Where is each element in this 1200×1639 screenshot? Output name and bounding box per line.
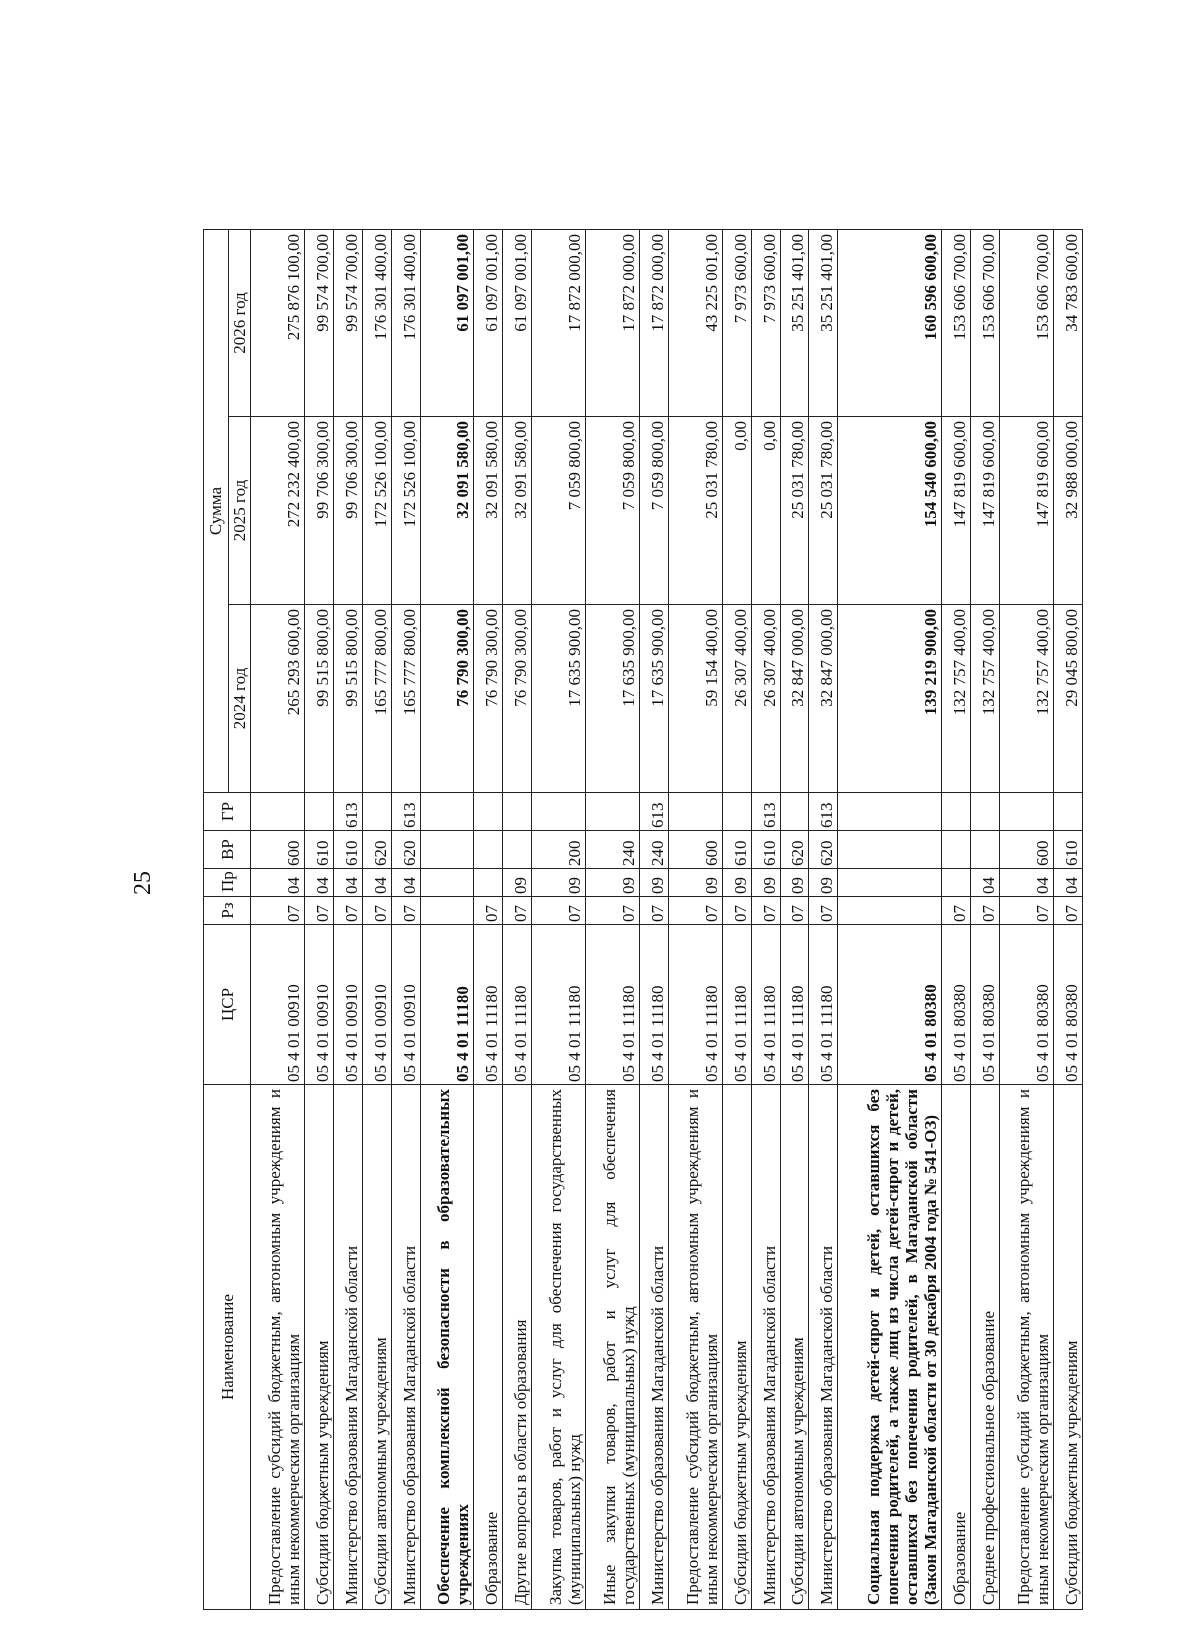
cell-rz: 07 [474, 897, 503, 925]
cell-name: Предоставление субсидий бюджетным, автономным учреждениям и иным некоммерческим организациям [1000, 1085, 1054, 1610]
cell-gr [1053, 793, 1082, 831]
cell-2024: 29 045 800,00 [1053, 605, 1082, 793]
cell-name: Министерство образования Магаданской области [809, 1085, 838, 1610]
cell-2026: 7 973 600,00 [751, 230, 780, 417]
table-row [722, 230, 751, 1610]
cell-rz: 07 [251, 897, 305, 925]
cell-2026: 43 225 001,00 [668, 230, 722, 417]
cell-2024: 265 293 600,00 [251, 605, 305, 793]
cell-pr: 04 [304, 869, 333, 897]
cell-name: Министерство образования Магаданской области [333, 1085, 362, 1610]
cell-rz: 07 [639, 897, 668, 925]
cell-pr: 09 [586, 869, 640, 897]
cell-rz: 07 [809, 897, 838, 925]
cell-2026: 99 574 700,00 [304, 230, 333, 417]
cell-name: Обеспечение комплексной безопасности в образовательных учреждениях [420, 1085, 474, 1610]
cell-2025: 272 232 400,00 [251, 417, 305, 605]
cell-2025: 32 091 580,00 [420, 417, 474, 605]
cell-vr [474, 831, 503, 869]
header-2025: 2025 год [229, 417, 251, 605]
cell-vr: 610 [1053, 831, 1082, 869]
cell-rz [838, 897, 942, 925]
cell-2025: 0,00 [722, 417, 751, 605]
cell-name: Субсидии бюджетным учреждениям [1053, 1085, 1082, 1610]
cell-gr: 613 [751, 793, 780, 831]
header-row [204, 230, 229, 1610]
cell-2026: 61 097 001,00 [420, 230, 474, 417]
cell-gr: 613 [391, 793, 420, 831]
cell-2025: 7 059 800,00 [586, 417, 640, 605]
cell-2026: 160 596 600,00 [838, 230, 942, 417]
cell-name: Иные закупки товаров, работ и услуг для обеспечения государственных (муниципальных) нужд [586, 1085, 640, 1610]
cell-pr [838, 869, 942, 897]
cell-vr: 200 [532, 831, 586, 869]
cell-pr: 09 [722, 869, 751, 897]
cell-2024: 132 757 400,00 [942, 605, 971, 793]
cell-2024: 76 790 300,00 [420, 605, 474, 793]
cell-name: Образование [474, 1085, 503, 1610]
table-row [420, 230, 474, 1610]
cell-vr [942, 831, 971, 869]
cell-csr: 05 4 01 80380 [942, 925, 971, 1085]
cell-name: Социальная поддержка детей-сирот и детей, оставшихся без попечения родителей, а также лиц из числа детей-сирот и детей, оставшихся без попечения родителей, в Магаданской области (Закон Магаданской области от 30 декабря 2004 года № 541-ОЗ) [838, 1085, 942, 1610]
table-row [474, 230, 503, 1610]
table-row [780, 230, 809, 1610]
cell-2024: 17 635 900,00 [586, 605, 640, 793]
cell-2024: 139 219 900,00 [838, 605, 942, 793]
header-gr: ГР [204, 793, 251, 831]
cell-2024: 165 777 800,00 [391, 605, 420, 793]
cell-gr [668, 793, 722, 831]
cell-vr: 610 [333, 831, 362, 869]
cell-2026: 176 301 400,00 [391, 230, 420, 417]
cell-rz: 07 [391, 897, 420, 925]
cell-csr: 05 4 01 80380 [1053, 925, 1082, 1085]
cell-2024: 32 847 000,00 [809, 605, 838, 793]
cell-2025: 147 819 600,00 [1000, 417, 1054, 605]
cell-2026: 99 574 700,00 [333, 230, 362, 417]
cell-pr: 09 [639, 869, 668, 897]
cell-2024: 76 790 300,00 [503, 605, 532, 793]
cell-csr: 05 4 01 80380 [838, 925, 942, 1085]
table-row [942, 230, 971, 1610]
cell-2025: 25 031 780,00 [809, 417, 838, 605]
cell-name: Министерство образования Магаданской области [751, 1085, 780, 1610]
cell-pr: 09 [780, 869, 809, 897]
header-2024: 2024 год [229, 605, 251, 793]
cell-2024: 132 757 400,00 [1000, 605, 1054, 793]
cell-2025: 7 059 800,00 [532, 417, 586, 605]
header-name: Наименование [204, 1085, 251, 1610]
cell-name: Образование [942, 1085, 971, 1610]
cell-vr: 620 [809, 831, 838, 869]
cell-2026: 34 783 600,00 [1053, 230, 1082, 417]
table-body [251, 230, 1083, 1610]
cell-2025: 99 706 300,00 [304, 417, 333, 605]
cell-2026: 17 872 000,00 [532, 230, 586, 417]
cell-rz: 07 [1000, 897, 1054, 925]
cell-rz [420, 897, 474, 925]
cell-rz: 07 [362, 897, 391, 925]
cell-2025: 25 031 780,00 [668, 417, 722, 605]
cell-rz: 07 [971, 897, 1000, 925]
cell-csr: 05 4 01 80380 [971, 925, 1000, 1085]
table-row [751, 230, 780, 1610]
table-row [251, 230, 305, 1610]
cell-gr [420, 793, 474, 831]
cell-csr: 05 4 01 80380 [1000, 925, 1054, 1085]
cell-vr: 610 [304, 831, 333, 869]
table-row [668, 230, 722, 1610]
cell-2026: 153 606 700,00 [1000, 230, 1054, 417]
cell-csr: 05 4 01 11180 [503, 925, 532, 1085]
cell-vr: 620 [780, 831, 809, 869]
cell-2024: 32 847 000,00 [780, 605, 809, 793]
cell-2025: 172 526 100,00 [362, 417, 391, 605]
cell-pr: 09 [809, 869, 838, 897]
cell-gr [503, 793, 532, 831]
table-row [532, 230, 586, 1610]
table-row [1000, 230, 1054, 1610]
cell-gr [251, 793, 305, 831]
cell-vr: 600 [668, 831, 722, 869]
cell-name: Субсидии автономным учреждениям [780, 1085, 809, 1610]
cell-2025: 7 059 800,00 [639, 417, 668, 605]
cell-2026: 35 251 401,00 [809, 230, 838, 417]
cell-csr: 05 4 01 00910 [333, 925, 362, 1085]
cell-vr: 600 [251, 831, 305, 869]
cell-pr [474, 869, 503, 897]
cell-2025: 25 031 780,00 [780, 417, 809, 605]
cell-2026: 153 606 700,00 [971, 230, 1000, 417]
cell-gr [474, 793, 503, 831]
cell-2024: 132 757 400,00 [971, 605, 1000, 793]
cell-2026: 35 251 401,00 [780, 230, 809, 417]
table-row [1053, 230, 1082, 1610]
budget-table-page [203, 230, 1083, 1610]
cell-csr: 05 4 01 00910 [362, 925, 391, 1085]
header-sum: Сумма [204, 230, 229, 793]
cell-csr: 05 4 01 11180 [668, 925, 722, 1085]
cell-name: Предоставление субсидий бюджетным, автономным учреждениям и иным некоммерческим организациям [251, 1085, 305, 1610]
cell-2026: 176 301 400,00 [362, 230, 391, 417]
header-vr: ВР [204, 831, 251, 869]
cell-2026: 61 097 001,00 [503, 230, 532, 417]
cell-pr: 09 [751, 869, 780, 897]
cell-name: Другие вопросы в области образования [503, 1085, 532, 1610]
cell-csr: 05 4 01 00910 [251, 925, 305, 1085]
table-row [838, 230, 942, 1610]
table-row [362, 230, 391, 1610]
cell-gr: 613 [333, 793, 362, 831]
table-row [304, 230, 333, 1610]
cell-pr [942, 869, 971, 897]
cell-vr: 240 [586, 831, 640, 869]
cell-rz: 07 [304, 897, 333, 925]
cell-name: Министерство образования Магаданской области [391, 1085, 420, 1610]
cell-csr: 05 4 01 11180 [420, 925, 474, 1085]
cell-2024: 99 515 800,00 [333, 605, 362, 793]
cell-pr: 09 [503, 869, 532, 897]
cell-rz: 07 [1053, 897, 1082, 925]
cell-2024: 76 790 300,00 [474, 605, 503, 793]
cell-2025: 147 819 600,00 [971, 417, 1000, 605]
cell-gr: 613 [639, 793, 668, 831]
cell-name: Предоставление субсидий бюджетным, автономным учреждениям и иным некоммерческим организациям [668, 1085, 722, 1610]
header-pr: Пр [204, 869, 251, 897]
cell-rz: 07 [668, 897, 722, 925]
cell-2026: 275 876 100,00 [251, 230, 305, 417]
cell-2025: 99 706 300,00 [333, 417, 362, 605]
cell-csr: 05 4 01 11180 [586, 925, 640, 1085]
cell-name: Министерство образования Магаданской области [639, 1085, 668, 1610]
cell-name: Закупка товаров, работ и услуг для обеспечения государственных (муниципальных) нужд [532, 1085, 586, 1610]
header-rz: Рз [204, 897, 251, 925]
cell-pr: 04 [1053, 869, 1082, 897]
cell-pr: 04 [391, 869, 420, 897]
cell-rz: 07 [532, 897, 586, 925]
cell-2025: 154 540 600,00 [838, 417, 942, 605]
table-row [333, 230, 362, 1610]
header-2026: 2026 год [229, 230, 251, 417]
table-row [586, 230, 640, 1610]
cell-csr: 05 4 01 11180 [751, 925, 780, 1085]
page-number: 25 [130, 871, 156, 895]
cell-rz: 07 [333, 897, 362, 925]
cell-vr: 610 [751, 831, 780, 869]
cell-gr [838, 793, 942, 831]
cell-pr: 04 [971, 869, 1000, 897]
cell-gr: 613 [809, 793, 838, 831]
cell-gr [532, 793, 586, 831]
cell-rz: 07 [722, 897, 751, 925]
cell-2025: 147 819 600,00 [942, 417, 971, 605]
cell-csr: 05 4 01 00910 [304, 925, 333, 1085]
cell-csr: 05 4 01 11180 [639, 925, 668, 1085]
cell-2024: 165 777 800,00 [362, 605, 391, 793]
cell-name: Субсидии бюджетным учреждениям [722, 1085, 751, 1610]
table-row [391, 230, 420, 1610]
cell-rz: 07 [586, 897, 640, 925]
cell-2024: 17 635 900,00 [639, 605, 668, 793]
cell-pr: 04 [251, 869, 305, 897]
cell-rz: 07 [780, 897, 809, 925]
cell-vr: 610 [722, 831, 751, 869]
cell-2026: 17 872 000,00 [639, 230, 668, 417]
table-row [809, 230, 838, 1610]
cell-csr: 05 4 01 11180 [780, 925, 809, 1085]
cell-csr: 05 4 01 11180 [809, 925, 838, 1085]
cell-2024: 17 635 900,00 [532, 605, 586, 793]
cell-vr: 620 [391, 831, 420, 869]
header-csr: ЦСР [204, 925, 251, 1085]
cell-2024: 26 307 400,00 [751, 605, 780, 793]
cell-2025: 172 526 100,00 [391, 417, 420, 605]
table-row [639, 230, 668, 1610]
cell-vr [420, 831, 474, 869]
cell-vr: 620 [362, 831, 391, 869]
cell-2025: 32 091 580,00 [474, 417, 503, 605]
cell-vr [503, 831, 532, 869]
cell-vr: 600 [1000, 831, 1054, 869]
cell-vr [838, 831, 942, 869]
cell-name: Среднее профессиональное образование [971, 1085, 1000, 1610]
cell-2024: 99 515 800,00 [304, 605, 333, 793]
cell-csr: 05 4 01 11180 [474, 925, 503, 1085]
cell-vr [971, 831, 1000, 869]
cell-2026: 153 606 700,00 [942, 230, 971, 417]
cell-name: Субсидии бюджетным учреждениям [304, 1085, 333, 1610]
cell-rz: 07 [751, 897, 780, 925]
cell-pr: 04 [1000, 869, 1054, 897]
cell-2025: 0,00 [751, 417, 780, 605]
cell-pr: 09 [668, 869, 722, 897]
cell-csr: 05 4 01 11180 [532, 925, 586, 1085]
cell-gr [942, 793, 971, 831]
table-row [971, 230, 1000, 1610]
cell-2024: 26 307 400,00 [722, 605, 751, 793]
budget-table [203, 229, 1083, 1610]
cell-gr [362, 793, 391, 831]
cell-gr [586, 793, 640, 831]
cell-2026: 7 973 600,00 [722, 230, 751, 417]
cell-pr: 04 [333, 869, 362, 897]
cell-gr [780, 793, 809, 831]
cell-rz: 07 [942, 897, 971, 925]
cell-2024: 59 154 400,00 [668, 605, 722, 793]
cell-pr: 04 [362, 869, 391, 897]
cell-gr [971, 793, 1000, 831]
cell-csr: 05 4 01 00910 [391, 925, 420, 1085]
cell-2025: 32 091 580,00 [503, 417, 532, 605]
cell-pr [420, 869, 474, 897]
cell-2026: 17 872 000,00 [586, 230, 640, 417]
cell-gr [1000, 793, 1054, 831]
cell-rz: 07 [503, 897, 532, 925]
cell-gr [722, 793, 751, 831]
cell-pr: 09 [532, 869, 586, 897]
table-row [503, 230, 532, 1610]
cell-2026: 61 097 001,00 [474, 230, 503, 417]
cell-2025: 32 988 000,00 [1053, 417, 1082, 605]
cell-csr: 05 4 01 11180 [722, 925, 751, 1085]
cell-gr [304, 793, 333, 831]
cell-name: Субсидии автономным учреждениям [362, 1085, 391, 1610]
cell-vr: 240 [639, 831, 668, 869]
